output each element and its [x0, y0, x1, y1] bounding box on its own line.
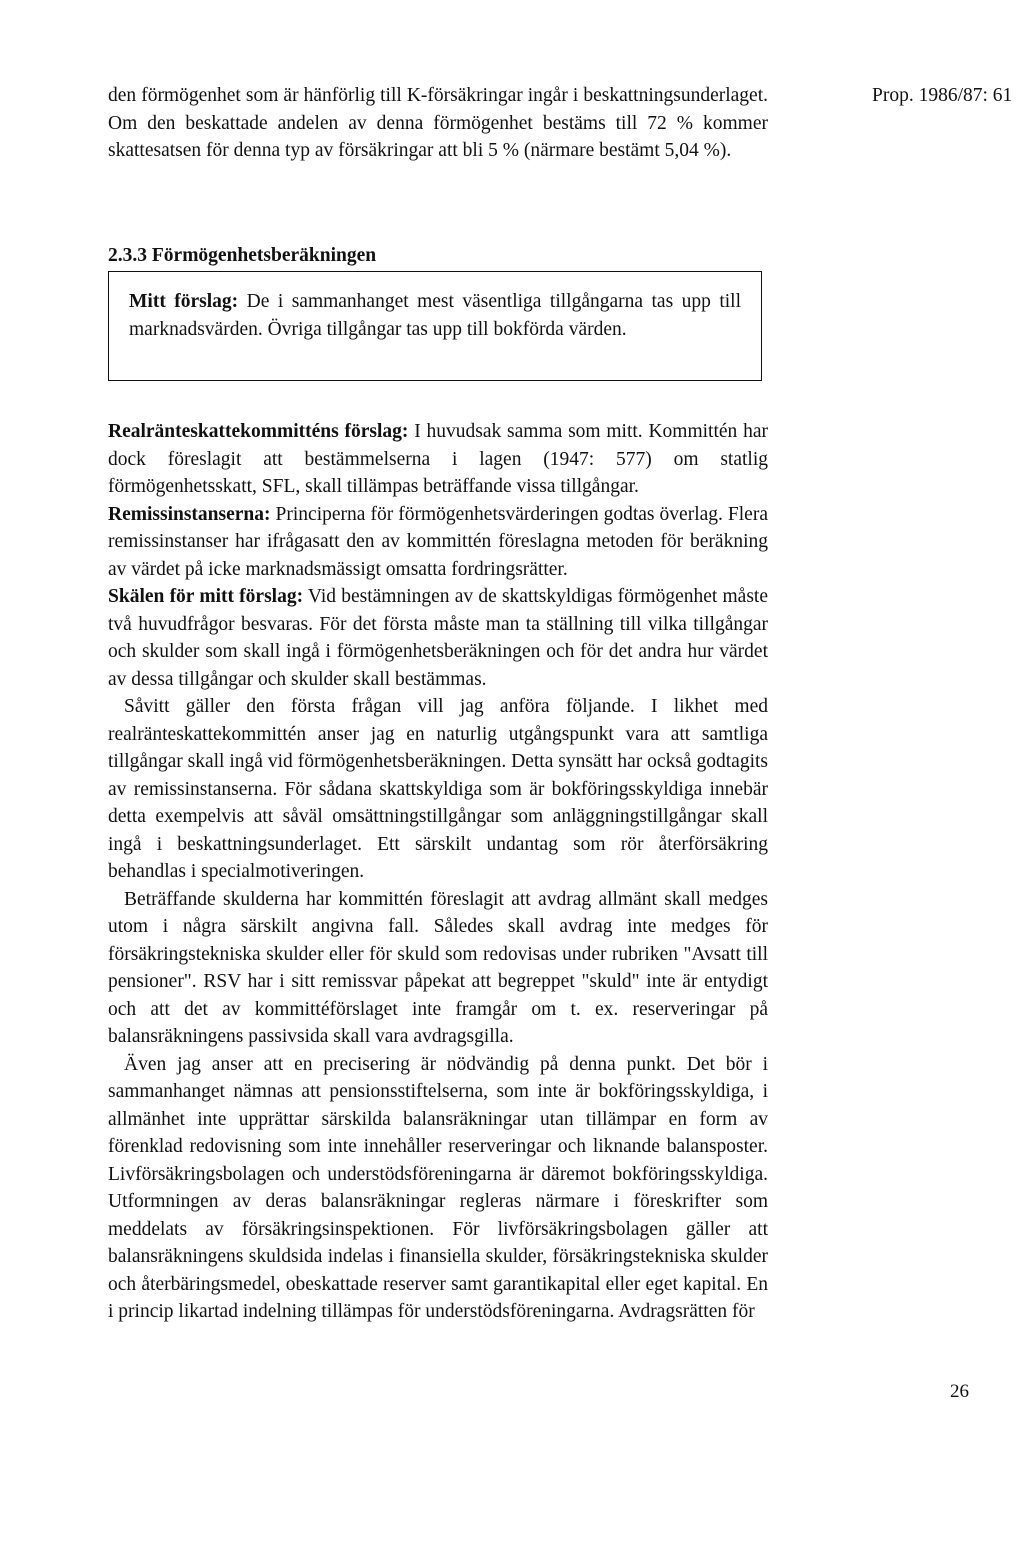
- proposal-lead: Mitt förslag:: [129, 291, 239, 312]
- paragraph-referral-bodies: [108, 501, 768, 584]
- intro-paragraph: den förmögenhet som är hänförlig till K-försäkringar ingår i beskattningsunderlaget. Om den beskattade andelen av denna förmögenhet bestäms till 72 % kommer skattesatsen för denna typ av försäkringar att bli 5 % (närmare bestämt 5,04 %).: [108, 85, 768, 161]
- paragraph-assets: [108, 693, 768, 886]
- paragraph-reasons: [108, 583, 768, 693]
- main-text: [108, 418, 768, 1326]
- paragraph-debts: [108, 886, 768, 1051]
- paragraph-body: Vid bestämningen av de skattskyldigas förmögenhet måste två huvudfrågor besvaras. För det första måste man ta ställning till vilka tillgångar och skulder som skall ingå i förmögenhetsberäkningen och för det andra hur värdet av dessa tillgångar och skulder skall bestämmas.: [108, 586, 768, 690]
- proposition-reference: Prop. 1986/87: 61: [872, 85, 1013, 106]
- section-heading: 2.3.3 Förmögenhetsberäkningen: [108, 245, 377, 266]
- page-number: 26: [950, 1381, 969, 1402]
- paragraph-body: Såvitt gäller den första frågan vill jag anföra följande. I likhet med realränteskattekommittén anser jag en naturlig utgångspunkt vara att samtliga tillgångar skall ingå vid förmögenhetsberäkningen. Detta synsätt har också godtagits av remissinstanserna. För sådana skattskyldiga som är bokföringsskyldiga innebär detta exempelvis att såväl omsättningstillgångar som anläggningstillgångar skall ingå i beskattningsunderlaget. Ett särskilt undantag som rör återförsäkring behandlas i specialmotiveringen.: [108, 696, 768, 882]
- paragraph-precision: [108, 1051, 768, 1326]
- paragraph-lead: Skälen för mitt förslag:: [108, 586, 304, 607]
- paragraph-lead: Realränteskattekommitténs förslag:: [108, 421, 409, 442]
- proposal-box: [108, 271, 762, 381]
- paragraph-body: Beträffande skulderna har kommittén föreslagit att avdrag allmänt skall medges utom i några särskilt angivna fall. Således skall avdrag inte medges för försäkringstekniska skulder eller för skuld som redovisas under rubriken "Avsatt till pensioner". RSV har i sitt remissvar påpekat att begreppet "skuld" inte är entydigt och att det av kommittéförslaget inte framgår om t. ex. reserveringar på balansräkningens passivsida skall vara avdragsgilla.: [108, 888, 768, 1047]
- paragraph-body: I huvudsak samma som mitt. Kommittén har dock föreslagit att bestämmelserna i lagen (1947: 577) om statlig förmögenhetsskatt, SFL, skall tillämpas beträffande vissa tillgångar.: [108, 421, 768, 497]
- proposal-body: De i sammanhanget mest väsentliga tillgångarna tas upp till marknadsvärden. Övriga tillgångar tas upp till bokförda värden.: [129, 291, 741, 340]
- proposal-text-block: [129, 288, 741, 343]
- paragraph-committee-proposal: [108, 418, 768, 501]
- paragraph-body: Även jag anser att en precisering är nödvändig på denna punkt. Det bör i sammanhanget nämnas att pensionsstiftelserna, som inte är bokföringsskyldiga, i allmänhet inte upprättar särskilda balansräkningar utan tillämpar en form av förenklad redovisning som inte innehåller reserveringar och liknande balansposter. Livförsäkringsbolagen och understödsföreningarna är däremot bokföringsskyldiga. Utformningen av deras balansräkningar regleras närmare i föreskrifter som meddelats av försäkringsinspektionen. För livförsäkringsbolagen gäller att balansräkningens skuldsida indelas i finansiella skulder, försäkringstekniska skulder och återbäringsmedel, obeskattade reserver samt garantikapital eller eget kapital. En i princip likartad indelning tillämpas för understödsföreningarna. Avdragsrätten för: [108, 1053, 768, 1322]
- paragraph-body: Principerna för förmögenhetsvärderingen godtas överlag. Flera remissinstanser har ifrågasatt den av kommittén föreslagna metoden för beräkning av värdet på icke marknadsmässigt omsatta fordringsrätter.: [108, 503, 768, 580]
- paragraph-lead: Remissinstanserna:: [108, 503, 271, 525]
